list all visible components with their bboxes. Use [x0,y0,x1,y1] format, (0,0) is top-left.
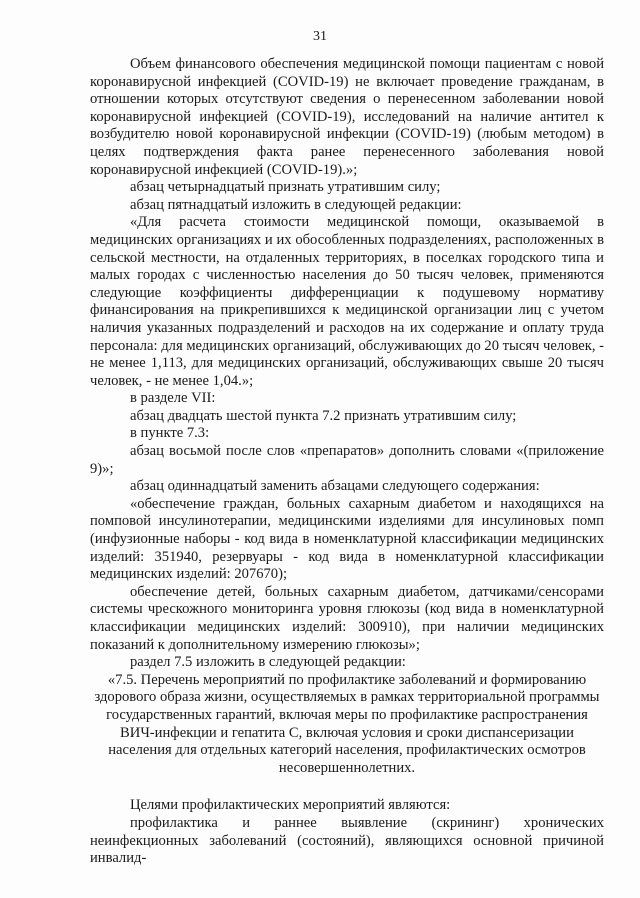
section-heading-7-5: «7.5. Перечень мероприятий по профилактике заболеваний и формированию здорового образа жизни, осуществляемых в рамках территориальной программы государственных гарантий, включая меры по профилактике распространения ВИЧ-инфекции и гепатита С, включая условия и сроки диспансеризации населения для отдельных категорий населения, профилактических осмотров несовершеннолетних. [94,671,600,776]
paragraph-abzac-11: абзац одиннадцатый заменить абзацами следующего содержания: [130,478,540,495]
paragraph-section-7-5: раздел 7.5 изложить в следующей редакции: [130,654,406,671]
spacer [90,777,604,797]
document-body [90,56,604,868]
paragraph-abzac-15: абзац пятнадцатый изложить в следующей редакции: [130,196,462,213]
paragraph-coefficients: «Для расчета стоимости медицинской помощи, оказываемой в медицинских организациях и их обособленных подразделениях, расположенных в сельской местности, на отдаленных территориях, в поселках городского типа и малых городах с численностью населения до 50 тысяч человек, применяются следующие коэффициенты дифференциации к подушевому нормативу финансирования на прикрепившихся к медицинской организации лиц с учетом наличия указанных подразделений и расходов на их содержание и оплату труда персонала: для медицинских организаций, обслуживающих до 20 тысяч человек, - не менее 1,113, для медицинских организаций, обслуживающих свыше 20 тысяч человек, - не менее 1,04.»; [90,214,604,389]
paragraph-section-vii: в разделе VII: [130,390,216,407]
page-number: 31 [313,29,327,44]
paragraph-item-7-3: в пункте 7.3: [130,425,210,442]
paragraph-abzac-14: абзац четырнадцатый признать утратившим силу; [130,179,441,196]
paragraph-goals: Целями профилактических мероприятий являются: [130,797,451,814]
paragraph-abzac-8: абзац восьмой после слов «препаратов» дополнить словами «(приложение 9)»; [90,443,604,477]
paragraph-covid-financing: Объем финансового обеспечения медицинской помощи пациентам с новой коронавирусной инфекцией (COVID-19) не включает проведение гражданам, в отношении которых отсутствуют сведения о перенесенном заболевании новой коронавирусной инфекцией (COVID-19), исследований на наличие антител к возбудителю новой коронавирусной инфекции (COVID-19) (любым методом) в целях подтверждения факта ранее перенесенного заболевания новой коронавирусной инфекцией (COVID-19).»; [90,56,604,178]
paragraph-insulin-pumps: «обеспечение граждан, больных сахарным диабетом и находящихся на помповой инсулинотерапии, медицинскими изделиями для инсулиновых помп (инфузионные наборы - код вида в номенклатурной классификации медицинских изделий: 351940, резервуары - код вида в номенклатурной классификации медицинских изделий: 207670); [90,495,604,583]
paragraph-screening: профилактика и раннее выявление (скрининг) хронических неинфекционных заболеваний (состояний), являющихся основной причиной инвалид- [90,814,604,867]
paragraph-glucose-sensors: обеспечение детей, больных сахарным диабетом, датчиками/сенсорами системы чрескожного мониторинга уровня глюкозы (код вида в номенклатурной классификации медицинских изделий: 300910), при наличии медицинских показаний к дополнительному измерению глюкозы»; [90,583,604,653]
paragraph-item-7-2: абзац двадцать шестой пункта 7.2 признать утратившим силу; [130,407,517,424]
